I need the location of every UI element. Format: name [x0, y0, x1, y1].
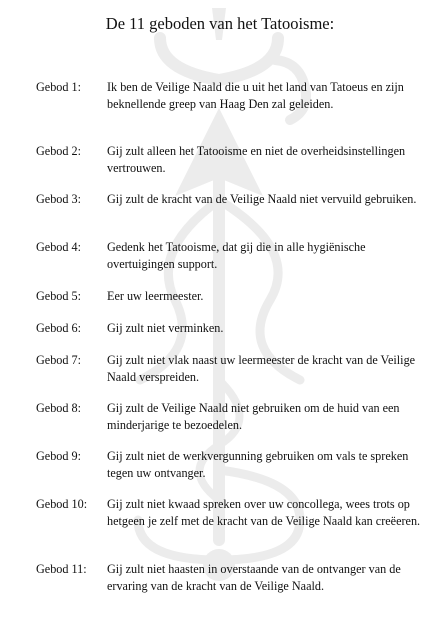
commandment-text: Gij zult niet kwaad spreken over uw concollega, wees trots op hetgeen je zelf met de kracht van de Veilige Naald kan creëeren.: [107, 497, 421, 528]
commandment-item: [36, 561, 426, 595]
commandment-item: [36, 288, 426, 305]
commandment-label: Gebod 7:: [36, 353, 82, 367]
commandment-item: [36, 143, 426, 177]
commandment-item: [36, 239, 426, 273]
commandment-label: Gebod 4:: [36, 240, 82, 254]
document-title: De 11 geboden van het Tatooisme:: [105, 14, 335, 33]
commandment-label: Gebod 1:: [36, 80, 82, 94]
commandment-item: [36, 400, 426, 434]
commandment-text: Ik ben de Veilige Naald die u uit het land van Tatoeus en zijn beknellende greep van Haag Den zal geleiden.: [107, 80, 404, 111]
commandment-text: Gij zult de kracht van de Veilige Naald niet vervuild gebruiken.: [107, 192, 417, 206]
commandment-item: [36, 448, 426, 482]
commandment-label: Gebod 6:: [36, 321, 82, 335]
commandment-item: [36, 352, 426, 386]
commandment-item: [36, 496, 426, 530]
commandment-text: Gij zult alleen het Tatooisme en niet de overheidsinstellingen vertrouwen.: [107, 144, 406, 175]
commandment-label: Gebod 11:: [36, 562, 87, 576]
commandment-text: Eer uw leermeester.: [107, 289, 204, 303]
commandment-label: Gebod 9:: [36, 449, 82, 463]
commandment-text: Gij zult niet haasten in overstaande van de ontvanger van de ervaring van de kracht van de Veilige Naald.: [107, 562, 401, 593]
commandment-text: Gedenk het Tatooisme, dat gij die in alle hygiënische overtuigingen support.: [107, 240, 366, 271]
commandment-label: Gebod 8:: [36, 401, 82, 415]
commandment-text: Gij zult de Veilige Naald niet gebruiken om de huid van een minderjarige te bezoedelen.: [107, 401, 400, 432]
commandment-label: Gebod 3:: [36, 192, 82, 206]
commandment-label: Gebod 2:: [36, 144, 82, 158]
commandment-item: [36, 79, 426, 113]
commandment-text: Gij zult niet vlak naast uw leermeester de kracht van de Veilige Naald verspreiden.: [107, 353, 416, 384]
commandment-text: Gij zult niet verminken.: [107, 321, 224, 335]
commandment-item: [36, 191, 426, 208]
commandment-label: Gebod 5:: [36, 289, 82, 303]
commandment-text: Gij zult niet de werkvergunning gebruiken om vals te spreken tegen uw ontvanger.: [107, 449, 409, 480]
commandment-item: [36, 320, 426, 337]
commandment-label: Gebod 10:: [36, 497, 88, 511]
